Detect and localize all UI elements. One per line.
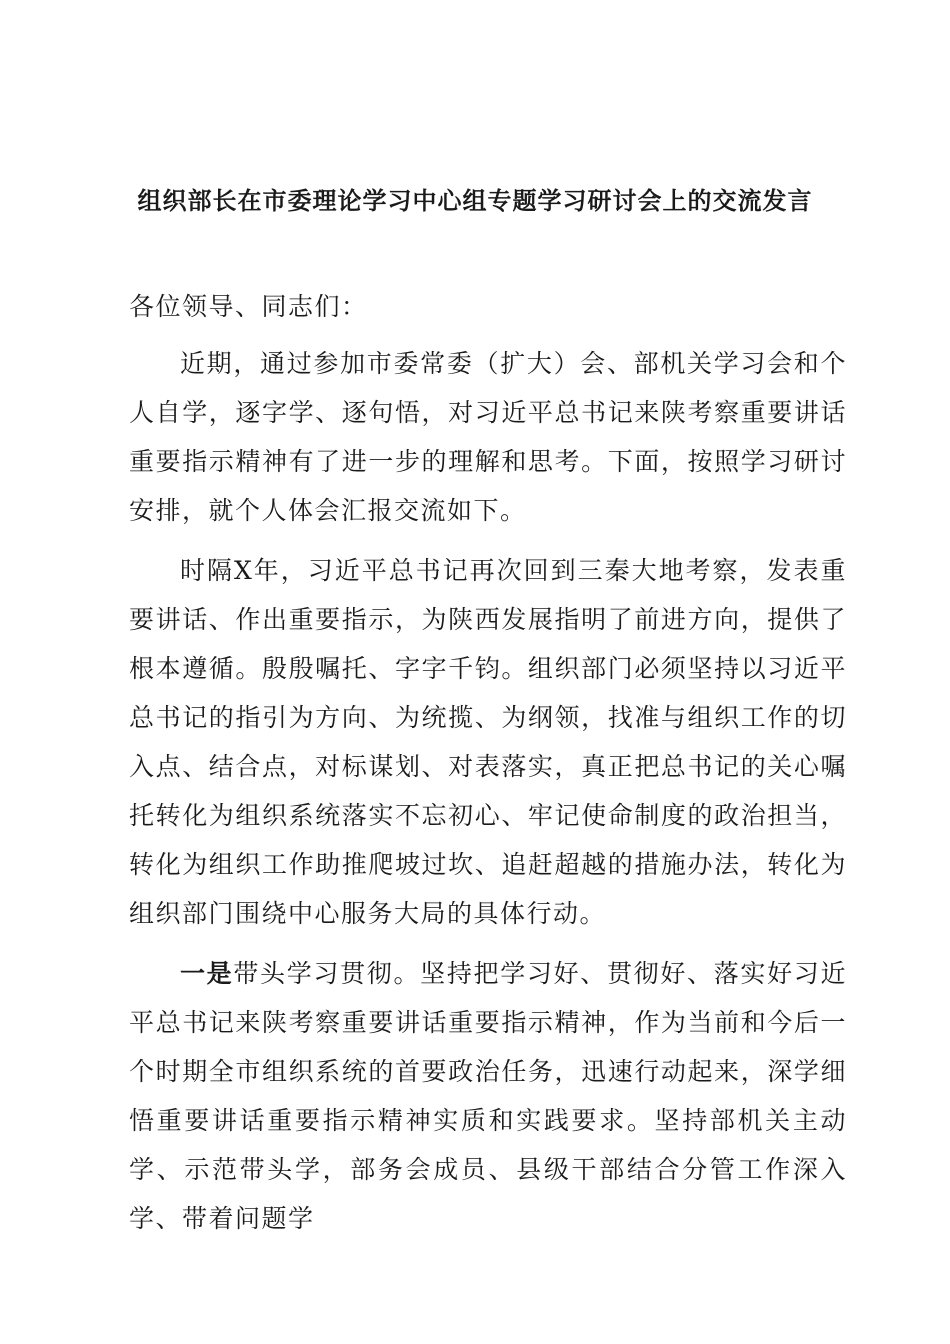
- document-title: 组织部长在市委理论学习中心组专题学习研讨会上的交流发言: [137, 187, 813, 215]
- point-lead: 一是: [180, 959, 234, 988]
- paragraph-intro: 近期，通过参加市委常委（扩大）会、部机关学习会和个人自学，逐字学、逐句悟，对习近平总书记来陕考察重要讲话重要指示精神有了进一步的理解和思考。下面，按照学习研讨安排，就个人体会汇报交流如下。: [129, 349, 847, 525]
- salutation: 各位领导、同志们：: [129, 292, 368, 321]
- document-body: [129, 282, 847, 1254]
- point-text: 带头学习贯彻。坚持把学习好、贯彻好、落实好习近平总书记来陕考察重要讲话重要指示精神，作为当前和今后一个时期全市组织系统的首要政治任务，迅速行动起来，深学细悟重要讲话重要指示精神实质和实践要求。坚持部机关主动学、示范带头学，部务会成员、县级干部结合分管工作深入学、带着问题学: [129, 959, 847, 1233]
- paragraph-point-one: [129, 949, 847, 1243]
- paragraph-context: 时隔X年，习近平总书记再次回到三秦大地考察，发表重要讲话、作出重要指示，为陕西发展指明了前进方向，提供了根本遵循。殷殷嘱托、字字千钧。组织部门必须坚持以习近平总书记的指引为方向、为统揽、为纲领，找准与组织工作的切入点、结合点，对标谋划、对表落实，真正把总书记的关心嘱托转化为组织系统落实不忘初心、牢记使命制度的政治担当，转化为组织工作助推爬坡过坎、追赶超越的措施办法，转化为组织部门围绕中心服务大局的具体行动。: [129, 556, 847, 928]
